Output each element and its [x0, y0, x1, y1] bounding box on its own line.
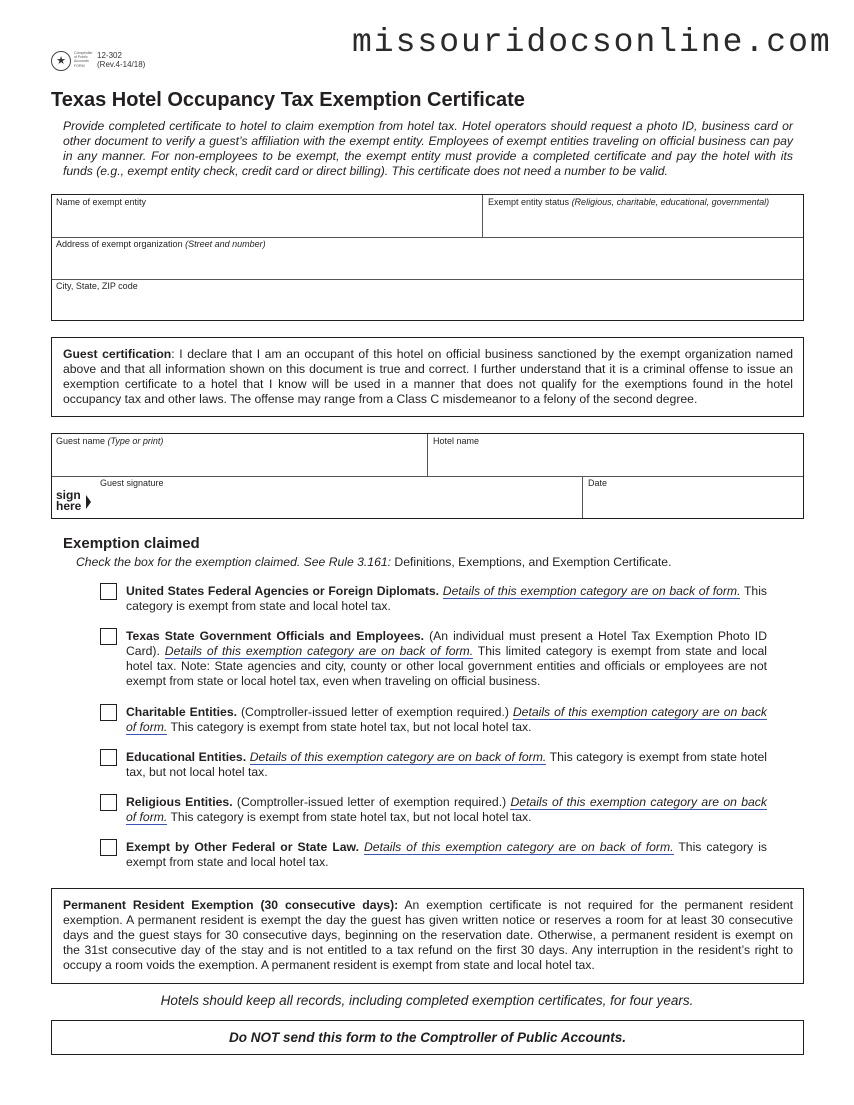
exemption-item-other-law	[126, 840, 767, 870]
exemption-text: This category is exempt from state and local hotel tax.	[126, 840, 767, 869]
date-label: Date	[588, 478, 608, 488]
checkbox-charitable[interactable]	[100, 704, 117, 721]
address-hint: (Street and number)	[185, 239, 266, 249]
permanent-resident-text: An exemption certificate is not required for the permanent resident exemption. A permanent resident is exempt the day the guest has given written notice or reserves a room for at least 30 consecutive days and the guest stays for 30 consecutive days, beginning on the reservation date. Otherwise, a permanent resident is exempt on the 31st consecutive day of the stay and is not entitled to a tax refund on the first 30 days. Any interruption in the resident’s right to occupy a room voids the exemption. A permanent resident is exempt from state and local hotel tax.	[63, 898, 793, 972]
exemption-details-link[interactable]: Details of this exemption category are on back of form.	[126, 705, 768, 734]
exemption-pre: (Comptroller-issued letter of exemption required.)	[232, 795, 511, 809]
guest-certification	[51, 337, 804, 417]
form-revision: (Rev.4-14/18)	[97, 60, 146, 69]
guest-info-box	[51, 433, 804, 519]
exemption-heading: Exemption claimed	[63, 535, 200, 552]
checkbox-religious[interactable]	[100, 794, 117, 811]
form-number-value: 12-302	[97, 51, 122, 60]
checkbox-other-law[interactable]	[100, 839, 117, 856]
records-note: Hotels should keep all records, including completed exemption certificates, for four years.	[160, 993, 694, 1008]
city-state-zip-field[interactable]	[56, 281, 138, 291]
exempt-entity-status-hint: (Religious, charitable, educational, governmental)	[571, 197, 770, 207]
exemption-item-educational	[126, 750, 767, 780]
hotel-name-label: Hotel name	[433, 436, 480, 446]
guest-name-label: Guest name	[56, 436, 106, 446]
date-field[interactable]	[588, 478, 607, 488]
exemption-details-link[interactable]: Details of this exemption category are on back of form.	[164, 644, 474, 658]
exemption-subtitle	[76, 555, 671, 569]
watermark-site-name: missouridocsonline.com	[352, 24, 832, 61]
sign-word: sign	[56, 488, 81, 502]
guest-name-field[interactable]	[56, 436, 163, 446]
exemption-title: Exempt by Other Federal or State Law.	[126, 840, 359, 854]
exemption-item-federal	[126, 584, 767, 614]
exemption-subtitle-italic: Check the box for the exemption claimed. See Rule 3.161:	[76, 555, 392, 569]
exemption-title: Educational Entities.	[126, 750, 247, 764]
hotel-name-field[interactable]	[433, 436, 479, 446]
exemption-pre: (Comptroller-issued letter of exemption required.)	[237, 705, 513, 719]
here-word: here	[56, 499, 82, 513]
exemption-title: Texas State Government Officials and Employees.	[126, 629, 425, 643]
exemption-text: This category is exempt from state hotel tax, but not local hotel tax.	[126, 750, 767, 779]
exemption-item-religious	[126, 795, 767, 825]
exemption-text: This category is exempt from state hotel tax, but not local hotel tax.	[167, 810, 532, 824]
exemption-details-link[interactable]: Details of this exemption category are on back of form.	[249, 750, 547, 764]
exempt-entity-status-field[interactable]	[488, 197, 769, 207]
exemption-details-link[interactable]: Details of this exemption category are on back of form.	[442, 584, 741, 598]
permanent-resident-box	[51, 888, 804, 984]
exemption-text: This limited category is exempt from state and local hotel tax. Note: State agencies and city, county or other local government entities and officials or employees are not exempt from state or local hotel tax, even when traveling on official business.	[126, 644, 767, 688]
guest-signature-label: Guest signature	[100, 478, 164, 488]
exempt-entity-name-field[interactable]	[56, 197, 146, 207]
exemption-details-link[interactable]: Details of this exemption category are on back of form.	[126, 795, 767, 824]
form-number	[97, 51, 145, 69]
address-field[interactable]	[56, 239, 266, 249]
page-title: Texas Hotel Occupancy Tax Exemption Certificate	[51, 89, 525, 111]
exempt-entity-name-label: Name of exempt entity	[56, 197, 147, 207]
city-state-zip-label: City, State, ZIP code	[56, 281, 138, 291]
exemption-text: This category is exempt from state hotel tax, but not local hotel tax.	[167, 720, 532, 734]
exemption-item-texas-state	[126, 629, 767, 689]
permanent-resident-heading: Permanent Resident Exemption (30 consecutive days):	[63, 898, 399, 912]
checkbox-texas-state-officials[interactable]	[100, 628, 117, 645]
exemption-pre: (An individual must present a Hotel Tax Exemption Photo ID Card).	[126, 629, 767, 658]
do-not-send-notice: Do NOT send this form to the Comptroller of Public Accounts.	[51, 1020, 804, 1055]
exemption-subtitle-rest: Definitions, Exemptions, and Exemption Certificate.	[391, 555, 672, 569]
comptroller-seal-icon: ★	[51, 51, 71, 71]
sign-arrow-icon	[86, 495, 91, 509]
entity-info-box	[51, 194, 804, 321]
guest-certification-text: : I declare that I am an occupant of this hotel on official business sanctioned by the exempt organization named above and that all information shown on this document is true and correct. I further understand that it is a criminal offense to issue an exemption certificate to a hotel that I know will be used in a manner that does not qualify for the exemptions found in the hotel occupancy tax and other laws. The offense may range from a Class C misdemeanor to a felony of the second degree.	[63, 347, 793, 406]
checkbox-educational[interactable]	[100, 749, 117, 766]
exempt-entity-status-label: Exempt entity status	[488, 197, 570, 207]
exemption-title: Charitable Entities.	[126, 705, 237, 719]
exemption-item-charitable	[126, 705, 767, 735]
exemption-details-link[interactable]: Details of this exemption category are on back of form.	[364, 840, 674, 854]
checkbox-federal-agencies[interactable]	[100, 583, 117, 600]
guest-signature-field[interactable]	[52, 476, 582, 518]
intro-instructions: Provide completed certificate to hotel to claim exemption from hotel tax. Hotel operators should request a photo ID, business card or other document to verify a guest’s affiliation with the exempt entity. Employees of exempt entities traveling on official business can pay in any manner. For non-employees to be exempt, the exempt entity must provide a completed certificate and pay the hotel with its funds (e.g., exempt entity check, credit card or direct billing). This certificate does not need a number to be valid.	[63, 119, 793, 178]
exemption-title: Religious Entities.	[126, 795, 233, 809]
guest-certification-heading: Guest certification	[63, 347, 172, 361]
guest-name-hint: (Type or print)	[107, 436, 164, 446]
exemption-text: This category is exempt from state and local hotel tax.	[126, 584, 767, 613]
address-label: Address of exempt organization	[56, 239, 183, 249]
seal-caption: Comptroller of Public Accounts FORM	[74, 51, 93, 68]
sign-here-marker	[56, 490, 81, 512]
exemption-title: United States Federal Agencies or Foreign Diplomats.	[126, 584, 440, 598]
